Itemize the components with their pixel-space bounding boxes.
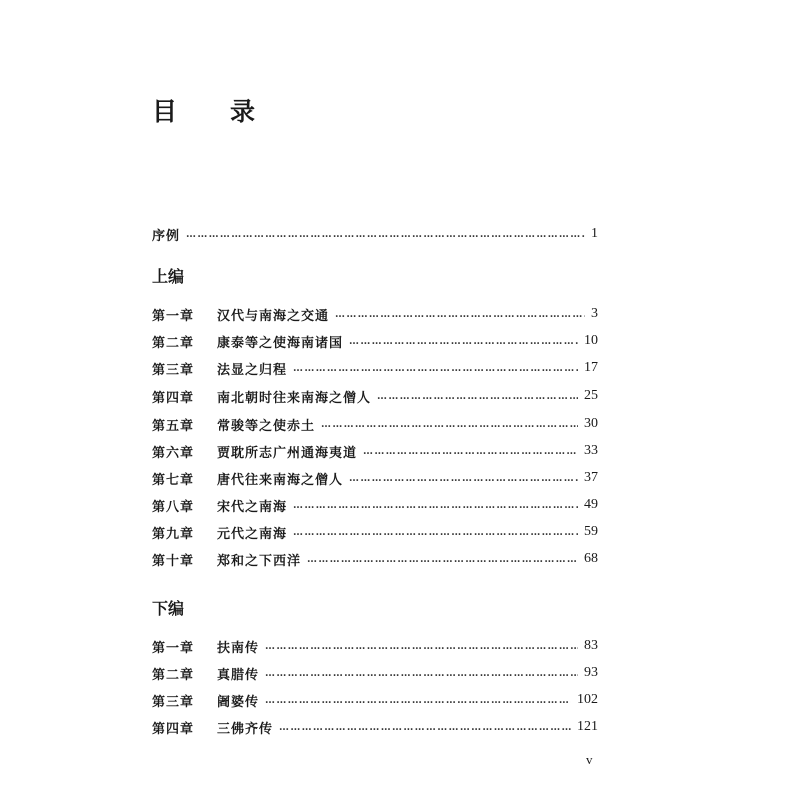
leader-dots [349,472,578,486]
leader-dots [363,445,578,459]
chapter-title: 法显之归程 [217,362,288,378]
page-title-char: 目 [152,97,178,126]
leader-dots [293,526,578,540]
page-number: 102 [577,692,598,707]
toc-entry[interactable] [152,304,598,324]
chapter-title: 扶南传 [217,640,260,656]
leader-dots [265,694,571,708]
chapter-title: 阇婆传 [217,694,260,710]
leader-dots [335,308,585,322]
toc-entry[interactable] [152,717,598,737]
chapter-title: 郑和之下西洋 [217,553,302,569]
page-number: 17 [584,360,598,375]
chapter-number: 第八章 [152,499,195,515]
toc-entry-preface[interactable] [152,224,598,244]
leader-dots [265,667,578,681]
chapter-title: 元代之南海 [217,526,288,542]
chapter-title: 真腊传 [217,667,260,683]
page-number: 49 [584,497,598,512]
page-number: 1 [591,226,598,241]
page-number: 93 [584,665,598,680]
toc-entry[interactable] [152,358,598,378]
chapter-number: 第三章 [152,694,195,710]
page-number: 10 [584,333,598,348]
chapter-number: 第四章 [152,721,195,737]
page-number: 83 [584,638,598,653]
chapter-number: 第二章 [152,667,195,683]
leader-dots [377,390,578,404]
page-number: 59 [584,524,598,539]
toc-entry[interactable] [152,549,598,569]
leader-dots [321,418,578,432]
page-number: 30 [584,416,598,431]
page-number: 25 [584,388,598,403]
toc-entry[interactable] [152,468,598,488]
leader-dots [293,362,578,376]
leader-dots [279,721,571,735]
page-number: 37 [584,470,598,485]
chapter-title: 常骏等之使赤土 [217,418,316,434]
chapter-title: 宋代之南海 [217,499,288,515]
chapter-title: 贾耽所志广州通海夷道 [217,445,358,461]
chapter-title: 南北朝时往来南海之僧人 [217,390,372,406]
page-number: 3 [591,306,598,321]
leader-dots [307,553,578,567]
page-folio: v [586,752,593,767]
chapter-number: 第一章 [152,308,195,324]
chapter-title: 唐代往来南海之僧人 [217,472,344,488]
toc-entry[interactable] [152,690,598,710]
page-number: 121 [577,719,598,734]
chapter-title: 三佛齐传 [217,721,274,737]
chapter-number: 第六章 [152,445,195,461]
leader-dots [349,335,578,349]
chapter-number: 第七章 [152,472,195,488]
chapter-number: 第三章 [152,362,195,378]
chapter-number: 第五章 [152,418,195,434]
page-number: 68 [584,551,598,566]
chapter-number: 第九章 [152,526,195,542]
toc-entry[interactable] [152,663,598,683]
chapter-title: 汉代与南海之交通 [217,308,330,324]
toc-entry[interactable] [152,414,598,434]
section-heading-part2: 下编 [152,599,185,618]
chapter-number: 第四章 [152,390,195,406]
leader-dots [293,499,578,513]
toc-entry[interactable] [152,522,598,542]
page-title-char: 录 [230,97,256,126]
section-heading-part1: 上编 [152,267,185,286]
leader-dots [186,228,585,242]
toc-entry[interactable] [152,386,598,406]
chapter-number: 第一章 [152,640,195,656]
toc-entry[interactable] [152,441,598,461]
page-title [152,92,255,128]
page-number: 33 [584,443,598,458]
chapter-title: 康泰等之使海南诸国 [217,335,344,351]
toc-entry[interactable] [152,331,598,351]
toc-entry[interactable] [152,636,598,656]
toc-entry[interactable] [152,495,598,515]
entry-title: 序例 [152,228,181,244]
chapter-number: 第十章 [152,553,195,569]
leader-dots [265,640,578,654]
chapter-number: 第二章 [152,335,195,351]
